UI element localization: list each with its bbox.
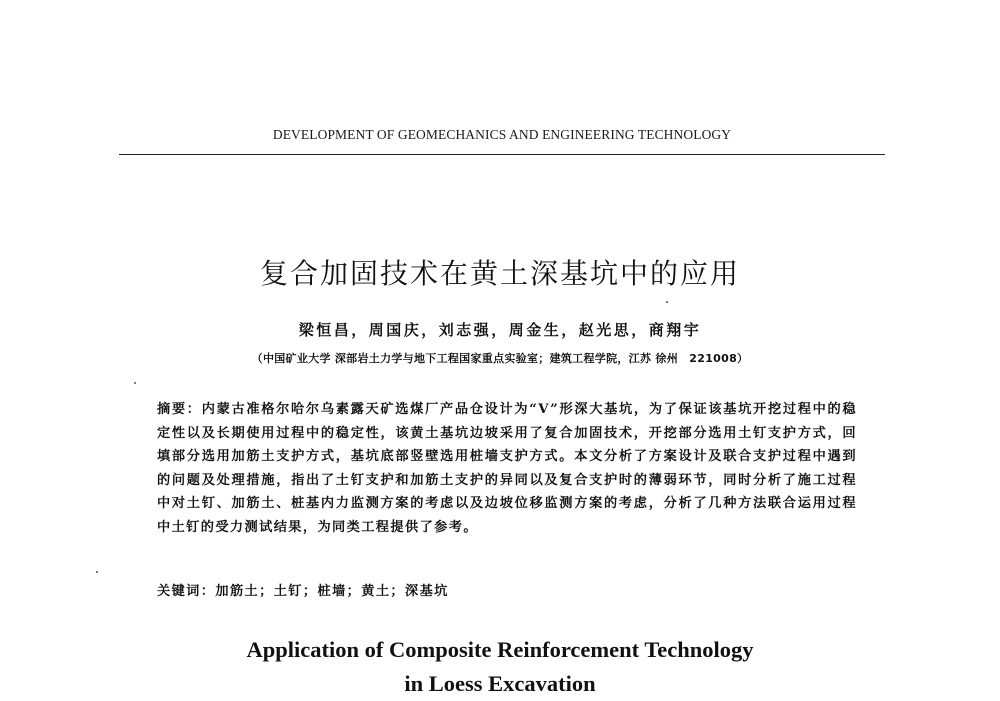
article-title-en-line2: in Loess Excavation <box>404 671 596 696</box>
header-rule <box>119 154 885 155</box>
article-title-en-line1: Application of Composite Reinforcement Technology <box>246 637 754 662</box>
keywords-zh <box>157 580 857 599</box>
running-header: DEVELOPMENT OF GEOMECHANICS AND ENGINEERING TECHNOLOGY <box>272 127 732 142</box>
keywords-text: 加筋土；土钉；桩墙；黄土；深基坑 <box>215 584 449 599</box>
scan-speck <box>666 301 668 303</box>
abstract-text: 内蒙古准格尔哈尔乌素露天矿选煤厂产品仓设计为“V”形深大基坑，为了保证该基坑开挖过程中的稳定性以及长期使用过程中的稳定性，该黄土基坑边坡采用了复合加固技术，开挖部分选用土钉支护方式，回填部分选用加筋土支护方式，基坑底部竖壁选用桩墙支护方式。本文分析了方案设计及联合支护过程中遇到的问题及处理措施，指出了土钉支护和加筋土支护的异同以及复合支护时的薄弱环节，同时分析了施工过程中对土钉、加筋土、桩基内力监测方案的考虑以及边坡位移监测方案的考虑，分析了几种方法联合运用过程中土钉的受力测试结果，为同类工程提供了参考。 <box>157 402 857 535</box>
abstract-zh <box>157 398 857 540</box>
article-title-zh: 复合加固技术在黄土深基坑中的应用 <box>259 257 740 290</box>
author-list-zh: 梁恒昌，周国庆，刘志强，周金生，赵光思，商翔宇 <box>298 321 702 339</box>
keywords-label: 关键词： <box>157 584 216 599</box>
affiliation-zh: （中国矿业大学 深部岩土力学与地下工程国家重点实验室；建筑工程学院，江苏 徐州 221008） <box>251 352 749 365</box>
scan-speck <box>96 571 98 573</box>
abstract-label: 摘要： <box>157 402 202 417</box>
scan-speck <box>134 382 136 384</box>
